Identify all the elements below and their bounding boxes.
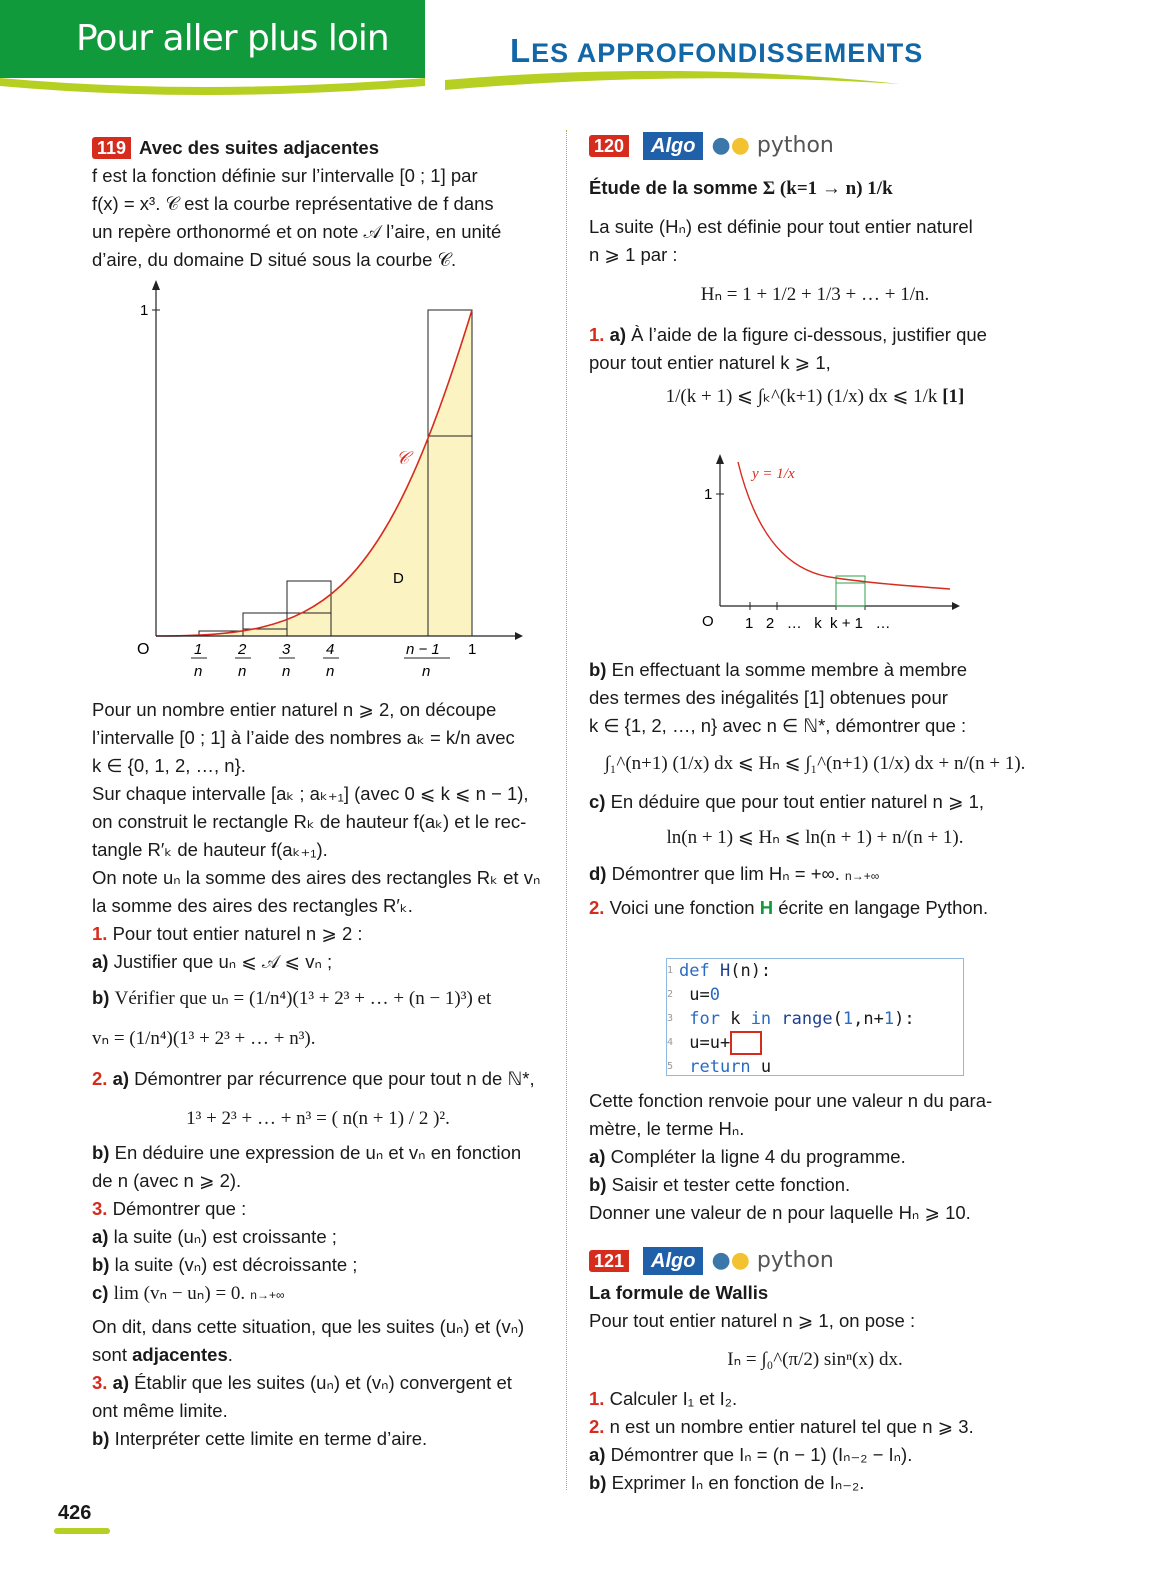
y-tick: 1 [140,302,149,319]
intro-line: d’aire, du domaine D situé sous la courbe 𝒞. [92,249,457,270]
question-text: Démontrer que Iₙ = (n − 1) (Iₙ₋₂ − Iₙ). [610,1444,913,1465]
question-label: a) [112,1372,130,1393]
body-line: On dit, dans cette situation, que les suites (uₙ) et (vₙ) [92,1316,525,1337]
exercise-120-part3 [589,1087,1041,1227]
question-text: n est un nombre entier naturel tel que n ⩾ 3. [609,1416,974,1437]
intro-line: f est la fonction définie sur l’intervalle [0 ; 1] par [92,165,478,186]
x-tick-num: 1 [468,641,477,658]
inequality-ref: [1] [942,386,965,407]
question-text: des termes des inégalités [1] obtenues pour [589,687,948,708]
algo-badge: Algo [643,132,703,160]
question-text: Démontrer que lim Hₙ = +∞. [611,863,840,884]
exercise-120 [589,128,1041,417]
question-label: a) [92,951,109,972]
question-label: b) [92,1142,110,1163]
question-text: Interpréter cette limite en terme d’aire. [114,1428,428,1449]
exercise-title: Étude de la somme [589,177,758,198]
question-text: k ∈ {1, 2, …, n} avec n ∈ ℕ*, démontrer que : [589,715,967,736]
body-line: la somme des aires des rectangles R′ₖ. [92,895,413,916]
intro-line: La suite (Hₙ) est définie pour tout entier naturel [589,216,973,237]
question-text: de n (avec n ⩾ 2). [92,1170,242,1191]
question-text: Justifier que uₙ ⩽ 𝒜 ⩽ vₙ ; [113,951,333,972]
page-number: 426 [58,1502,92,1524]
definition-formula: Hₙ = 1 + 1/2 + 1/3 + … + 1/n. [700,284,930,305]
question-label: a) [589,1444,606,1465]
code-line: 4 u=u+ [667,1031,963,1055]
code-line: 5 return u [667,1057,772,1077]
body-line: k ∈ {0, 1, 2, …, n}. [92,755,246,776]
question-label: b) [92,987,110,1008]
question-label: a) [589,1146,606,1167]
column-divider [566,130,567,1490]
question-text: Pour tout entier naturel n ⩾ 2 : [112,923,363,944]
body-text: . [227,1344,233,1365]
code-blank[interactable] [730,1031,762,1055]
question-text: la suite (uₙ) est croissante ; [113,1226,337,1247]
question-text: Calculer I₁ et I₂. [609,1388,738,1409]
question-label: a) [92,1226,109,1247]
question-number: 1. [589,1388,605,1409]
curve-label: 𝒞 [396,448,410,468]
question-text: la suite (vₙ) est décroissante ; [114,1254,358,1275]
body-text: sont [92,1344,133,1365]
x-tick-den: n [326,663,335,680]
exercise-121 [589,1243,1041,1497]
intro-line: f(x) = x³. 𝒞 est la courbe représentative de f dans [92,193,494,214]
question-text: Exprimer Iₙ en fonction de Iₙ₋₂. [611,1472,865,1493]
question-text: Donner une valeur de n pour laquelle Hₙ ⩾ 10. [589,1202,971,1223]
x-tick-num: 3 [282,641,291,658]
inequality-formula: ∫₁^(n+1) (1/x) dx ⩽ Hₙ ⩽ ∫₁^(n+1) (1/x) dx + n/(n + 1). [604,753,1026,774]
question-formula: vₙ = (1/n⁴)(1³ + 2³ + … + n³). [92,1028,316,1049]
question-label: b) [589,1472,607,1493]
question-text: À l’aide de la figure ci-dessous, justifier que [631,324,987,345]
body-line: Sur chaque intervalle [aₖ ; aₖ₊₁] (avec 0 ⩽ k ⩽ n − 1), [92,783,529,804]
domain-label: D [393,570,404,587]
page-number-underline [54,1528,110,1534]
python-logo: ●● python [711,133,834,158]
python-logo: ●● python [711,1248,834,1273]
section-title: LES APPROFONDISSEMENTS [510,32,924,69]
exercise-number: 120 [589,135,629,157]
x-tick-num: n − 1 [406,641,440,658]
question-label: c) [589,791,606,812]
x-tick-den: n [238,663,247,680]
exercise-119-body [92,696,544,1453]
body-line: Cette fonction renvoie pour une valeur n du para- [589,1090,993,1111]
question-text: Compléter la ligne 4 du programme. [610,1146,906,1167]
question-number: 1. [92,923,108,944]
question-label: b) [92,1428,110,1449]
exercise-119 [92,134,544,274]
exercise-number: 119 [92,137,131,159]
figure-cube-curve [120,280,540,690]
code-line: 3 for k in range(1,n+1): [667,1009,915,1029]
intro-line: Pour tout entier naturel n ⩾ 1, on pose : [589,1310,916,1331]
question-number: 2. [589,1416,605,1437]
question-label: b) [589,1174,607,1195]
origin-label: O [137,641,150,658]
question-number: 1. [589,324,605,345]
question-formula: 1³ + 2³ + … + n³ = ( n(n + 1) / 2 )². [186,1108,450,1129]
question-formula: Vérifier que uₙ = (1/n⁴)(1³ + 2³ + … + (n − 1)³) et [114,988,492,1009]
question-label: d) [589,863,607,884]
question-text: Établir que les suites (uₙ) et (vₙ) convergent et [134,1372,512,1393]
exercise-number: 121 [589,1250,629,1272]
question-text: ont même limite. [92,1400,228,1421]
python-code-box [666,958,964,1076]
title-sum: Σ (k=1 → n) 1/k [762,178,893,199]
question-label: a) [112,1068,130,1089]
question-number: 3. [92,1198,108,1219]
question-text: En déduire que pour tout entier naturel n ⩾ 1, [610,791,985,812]
question-number: 2. [589,897,605,918]
body-line: mètre, le terme Hₙ. [589,1118,745,1139]
question-label: b) [589,659,607,680]
inequality-formula: ln(n + 1) ⩽ Hₙ ⩽ ln(n + 1) + n/(n + 1). [666,827,964,848]
question-text: Saisir et tester cette fonction. [611,1174,851,1195]
intro-line: un repère orthonormé et on note 𝒜 l’aire, en unité [92,221,502,242]
algo-badge: Algo [643,1247,703,1275]
function-name: H [759,897,774,918]
definition-formula: Iₙ = ∫₀^(π/2) sinⁿ(x) dx. [727,1349,903,1370]
intro-line: n ⩾ 1 par : [589,244,678,265]
x-tick-num: 4 [326,641,335,658]
question-text: En effectuant la somme membre à membre [611,659,968,680]
limit-subscript: n→+∞ [250,1288,285,1302]
question-text: Démontrer par récurrence que pour tout n de ℕ*, [134,1068,535,1089]
y-tick: 1 [704,486,713,503]
x-tick-den: n [194,663,203,680]
curve-label: y = 1/x [752,466,795,482]
origin-label: O [702,613,714,630]
question-label: a) [609,324,627,345]
body-line: On note uₙ la somme des aires des rectangles Rₖ et vₙ [92,867,541,888]
keyword: adjacentes [132,1344,228,1365]
exercise-title: Avec des suites adjacentes [139,137,379,158]
code-line: 1 def H(n): [667,961,772,981]
exercise-120-part2 [589,656,1041,922]
body-line: tangle R′ₖ de hauteur f(aₖ₊₁). [92,839,328,860]
question-text: Voici une fonction [609,897,760,918]
exercise-title: La formule de Wallis [589,1282,769,1303]
question-label: b) [92,1254,110,1275]
question-text: Démontrer que : [112,1198,247,1219]
x-tick-den: n [282,663,291,680]
code-line: 2 u=0 [667,985,720,1005]
body-line: Pour un nombre entier naturel n ⩾ 2, on découpe [92,699,497,720]
figure-inverse-curve [690,452,960,642]
question-text: En déduire une expression de uₙ et vₙ en fonction [114,1142,522,1163]
x-tick-num: 1 [194,641,203,658]
question-number: 3. [92,1372,108,1393]
x-tick-den: n [422,663,431,680]
limit-subscript: n→+∞ [845,869,880,883]
body-line: on construit le rectangle Rₖ de hauteur f(aₖ) et le rec- [92,811,527,832]
header-title: Pour aller plus loin [76,18,389,59]
question-label: c) [92,1282,109,1303]
question-text: écrite en langage Python. [773,897,989,918]
body-line: l’intervalle [0 ; 1] à l’aide des nombres aₖ = k/n avec [92,727,515,748]
question-formula: lim (vₙ − uₙ) = 0. [113,1283,246,1304]
question-number: 2. [92,1068,108,1089]
x-ticks: 1 2 … k k + 1 … [745,615,891,632]
inequality-formula: 1/(k + 1) ⩽ ∫ₖ^(k+1) (1/x) dx ⩽ 1/k [665,386,938,407]
question-text: pour tout entier naturel k ⩾ 1, [589,352,831,373]
x-tick-num: 2 [238,641,247,658]
